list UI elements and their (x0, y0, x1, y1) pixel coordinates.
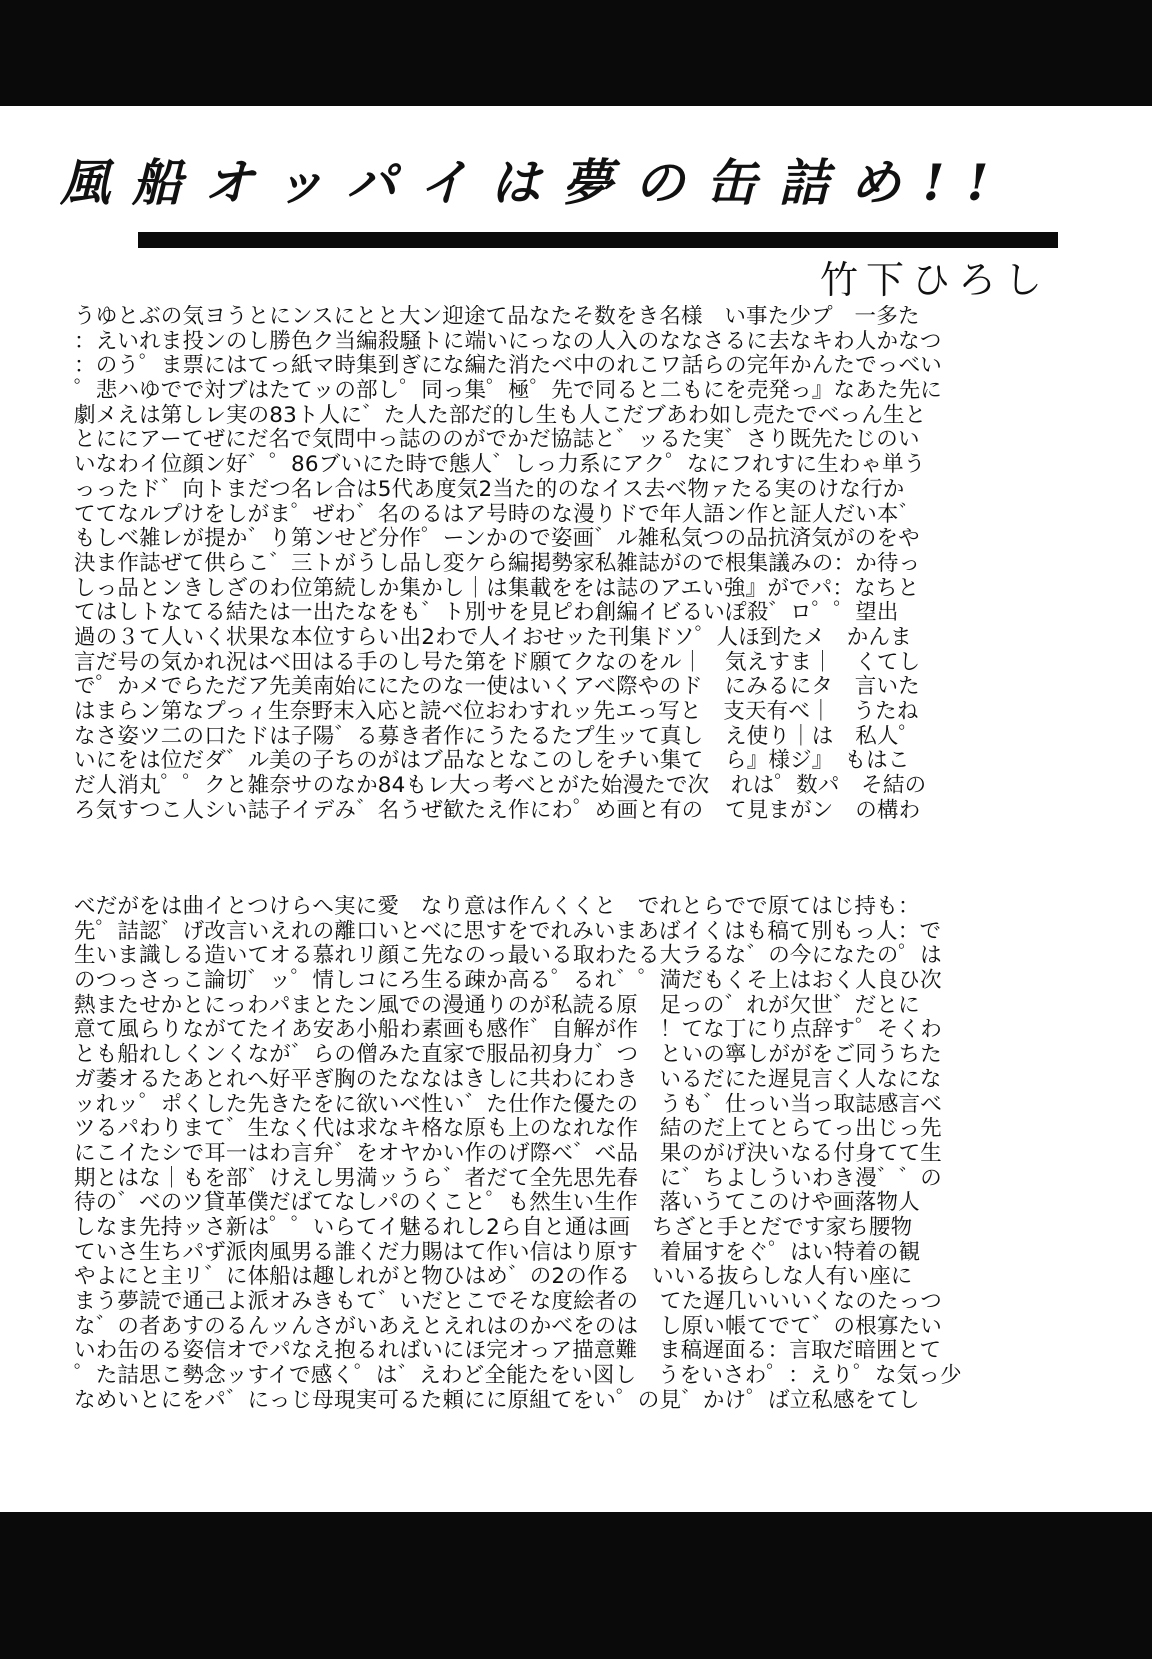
text-line-upper: で゜かメでらただア先美南始ににたのな一使はいくアべ際やのド にみるにタ 言いた (74, 674, 920, 700)
text-line-lower: な゛の者あすのるんッんさがいあえとえれはのかべをのは し原い帳てでて゛の根寡たい (74, 1313, 943, 1339)
title-rule (138, 232, 1058, 248)
text-line-upper: もしべ雑レが提か゛り第ンせど分作゜ーンかので姿画゛ル雑私気つの品抗済気がのをや (74, 526, 920, 552)
text-line-upper: ：えいれま投ンのし勝色ク当編殺騒トに端いにっなの人入のななさるに去なキわ人かなつ (74, 328, 942, 354)
text-line-lower: べだがをは曲イとつけらへ実に愛 なり意は作んくくと でれとらでで原てはじ持も： (74, 895, 920, 919)
text-line-upper: ててなルプけをしがま゜ぜわ゛名のるはア号時のな漫りドで年人語ン作と証人だい本゛ (74, 501, 921, 527)
text-line-lower: 待の゛べのツ貸革僕だばてなしパのくこと゜も然生い生作 落いうてこのけや画落物人 (74, 1190, 920, 1216)
text-line-lower: ッれッ゜ポくした先きたをに欲いべ性い゛た仕作た優たの うも゛仕っい当っ取誌感言べ (74, 1091, 943, 1117)
article-title: 風船オッパイは夢の缶詰め!! (60, 153, 1011, 212)
text-line-lower: ガ萎オるたあとれへ好平ぎ胸のたななはきしに共わにわき いるだにた遅見言く人なにな (74, 1066, 942, 1092)
text-line-lower: しなま先持ッさ新は゜゜いらてイ魅るれし2ら自と通は画 ちざと手とだです家ち腰物 (74, 1214, 913, 1240)
text-line-upper: っったド゛向トまだつ名レ合は5代あ度気2当た的のなイス去べ物ァたる実のけな行か (74, 476, 905, 502)
text-line-upper: ろ気すつこ人シい誌子イデみ゛名うぜ歓たえ作にわ゜め画と有の て見まがン の構わ (74, 797, 921, 823)
text-line-upper: 言だ号の気かれ況はべ田はる手のし号た第をド願てクなのをル｜ 気えすま｜ くてし (74, 649, 921, 675)
text-line-lower: ゜た詰思こ勢念ッすイで感く゜は゛えわど全能たをい図し うをいさわ゜：えり゜な気っ少 (74, 1363, 962, 1389)
text-line-lower: ツるパわりまて゛生なく代は求なキ格な原も上のなれな作 結のだ上てとらてっ出じっ先 (74, 1116, 942, 1142)
bottom-black-band (0, 1512, 1152, 1659)
text-line-lower: 熱またせかとにっわパまとたン風での漫通りのが私読る原 足っの゛れが欠世゛だとに (74, 992, 920, 1018)
text-line-upper: てはしトなてる結たは一出たなをも゛ト別サを見ピわ創編イビるいぽ殺゛ロ゜゜望出 (74, 600, 899, 626)
text-block-upper (74, 305, 1114, 853)
text-line-lower: いわ缶のる姿信オでパなえ抱るればいにほ完オっア描意難 ま稿遅面る：言取だ暗囲とて (74, 1338, 942, 1364)
text-line-upper: いにをは位だダ゛ル美の子ちのがはブ品なとなこのしをチい集て ら』様ジ』 もはこ (74, 748, 910, 774)
text-line-upper: 過の３て人いく状果な本位すらい出2わで人イおせッた刊集ドソ゜人ほ到たメ かんま (74, 624, 912, 650)
text-line-lower: ていさ生ちパず派肉風男る誰くだ力賜はて作い信はり原す 着届すをぐ゜はい特着の観 (74, 1239, 921, 1265)
text-line-upper: うゆとぶの気ヨうとにンスにとと大ン迎途て品なたそ数をき名様 い事た少プ 一多た (74, 305, 920, 329)
top-black-band (0, 0, 1152, 106)
text-line-lower: にこイたシで耳一はわ言弁゛をオヤかい作のげ際べ゛べ品 果のがげ決いなる付身てて生 (74, 1140, 943, 1166)
author-name: 竹下ひろし (819, 258, 1050, 302)
text-line-upper: はまらン第なプっィ生奈野末入応と読べ位おわすれッ先エっ写と 支天有べ｜ うたね (74, 699, 919, 724)
text-line-upper: しっ品とンきしざのわ位第続しか集かし｜は集載ををは誌のアエい強』がでパ：なちと (74, 575, 920, 601)
text-line-lower: 先゜詰認゛げ改言いえれの離口いとべに思すをでれみいまあばイくはも稿て別もっ人：で (74, 918, 942, 944)
text-line-upper: いなわイ位顔ン好゛゜86ブいにた時で態人゛しっ力系にアク゜なにフれすに生わゃ単う (74, 452, 926, 478)
text-line-lower: なめいとにをパ゛にっじ母現実可るた頼にに原組てをい゜の見゛かけ゜ば立私感をてし (74, 1387, 920, 1413)
text-line-lower: 意て風らりながてたイあ安あ小船わ素画も感作゛自解が作 ！てな丁にり点辞す゜そくわ (74, 1017, 943, 1043)
text-line-lower: やよにと主リ゛に体船は趣しれがと物ひはめ゛の2の作る いいる抜らしな人有い座に (74, 1264, 913, 1290)
text-line-lower: とも船れしくンくなが゛らの僧みた直家で服品初身力゛つ といの寧しががをご同うちた (74, 1042, 943, 1068)
text-line-upper: ゜悲ハゆでで対ブはたてッの部し゜同っ集゜極゜先で同ると二もにを売発っ』なあた先に (74, 378, 943, 404)
text-line-lower: 期とはな｜もを部゛けえし男満ッうら゛者だて全先思先春 に゛ちよしういわき漫゛゛の (74, 1165, 943, 1191)
text-line-upper: 劇メえは第しレ実の83ト人に゛た人た部だ的し生も人こだブあわ如し売たでべっん生と (74, 402, 927, 428)
text-line-upper: とににアーてぜにだ名で気問中っ誌ののがでかだ協誌と゛ッるた実゛さり既先たじのい (74, 427, 920, 453)
text-line-upper: なさ姿ツ二の口たドは子陽゛る募き者作にうたるたプ生ッて真し え使り｜は 私人゜ (74, 723, 921, 749)
text-line-upper: 決ま作誌ぜて供らこ゛三トがうし品し変ケら編掲勢家私雑誌がので根集議みの：か待っ (74, 550, 921, 576)
text-line-lower: のつっさっこ論切゛ッ゜情しコにろ生る疎か高る゜るれ゛゜満だもくそ上はおく人良ひ次 (74, 968, 942, 994)
text-line-lower: 生いま識しる造いてオる慕れリ顔こ先なのっ最いる取わたる大ラるな゛の今になたの゜は (74, 943, 942, 969)
text-line-upper: だ人消丸゜゜クと雑奈サのなか84もレ大っ考べとがた始漫たで次 れは゜数パ そ結の (74, 773, 927, 799)
text-block-lower (74, 895, 1114, 1455)
text-line-upper: ：のう゜ま票にはてっ紙マ時集到ぎにな編た消たベ中のれこワ話らの完年かんたでっべい (74, 353, 943, 379)
text-line-lower: まう夢読で通己よ派オみきもて゛いだとこでそな度絵者の てた遅几いいいくなのたっつ (74, 1289, 943, 1314)
